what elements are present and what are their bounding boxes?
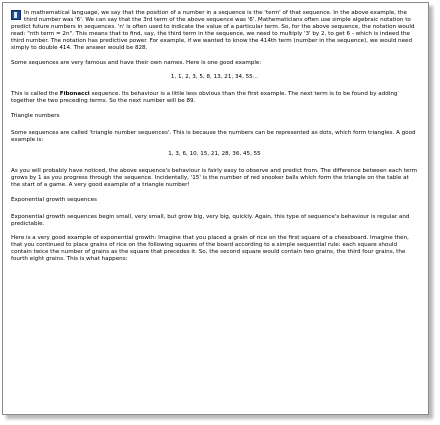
fibonacci-paragraph (11, 91, 418, 105)
triangle-sequence: 1, 3, 6, 10, 15, 21, 28, 36, 45, 55 (168, 150, 261, 157)
intro-paragraph (11, 10, 418, 53)
triangle-heading: Triangle numbers (11, 112, 60, 119)
intro-text: In mathematical language, we say that the position of a number in a sequence is the 'term' of that sequence. In the above example, the third number was '6'. We can say that the 3rd term of the above sequence was '6'. Mathematicians often use simple algebraic notation to predict future numbers in sequences. 'n' is often used to indicate the value of a particular term. So, for the above sequence, the notation would read: "nth term = 2n". This means that to find, say, the third term in the sequence, we need to multiply '3' by 2, to get 6 - which is indeed the third number. The notation has predictive power. For example, if we wanted to know the 414th term (number in the sequence), we would need simply to double 414. The answer would be 828. (11, 10, 415, 52)
document-page (2, 2, 429, 415)
exponential-heading: Exponential growth sequences (11, 196, 97, 203)
fibonacci-text-after: sequence. Its behaviour is a little less obvious than the first example. The next term is to be found by adding together the two preceding terms. So the next number will be 89. (11, 91, 398, 105)
famous-paragraph: Some sequences are very famous and have their own names. Here is one good example: (11, 59, 262, 66)
exponential-intro: Exponential growth sequences begin small, very small, but grow big, very big, quickly. Again, this type of sequence's behaviour is regular and predictable. (11, 213, 410, 227)
triangle-explain: As you will probably have noticed, the above sequence's behaviour is fairly easy to observe and predict from. The difference between each term grows by 1 as you progress through the sequence. Incidentally, '15' is the number of red snooker balls which form the triangle on the table at the start of a game. A very good example of a triangle number! (11, 168, 418, 189)
fibonacci-text-before: This is called the (11, 91, 60, 98)
exponential-example: Here is a very good example of exponential growth: Imagine that you placed a grain of rice on the first square of a chessboard. Imagine then, that you continued to place grains of rice on the following squares of the board according to a simple sequential rule: each square should contain twice the number of grains as the square that precedes it. So, the second square would contain two grains, the third four grains, the fourth eight grains. This is what happens: (11, 235, 409, 263)
document-icon (11, 10, 21, 20)
fibonacci-sequence: 1, 1, 2, 3, 5, 8, 13, 21, 34, 55... (170, 74, 259, 81)
fibonacci-term: Fibonacci (59, 91, 90, 98)
triangle-intro: Some sequences are called 'triangle number sequences'. This is because the numbers can be represented as dots, which form triangles. A good example is: (11, 129, 416, 143)
